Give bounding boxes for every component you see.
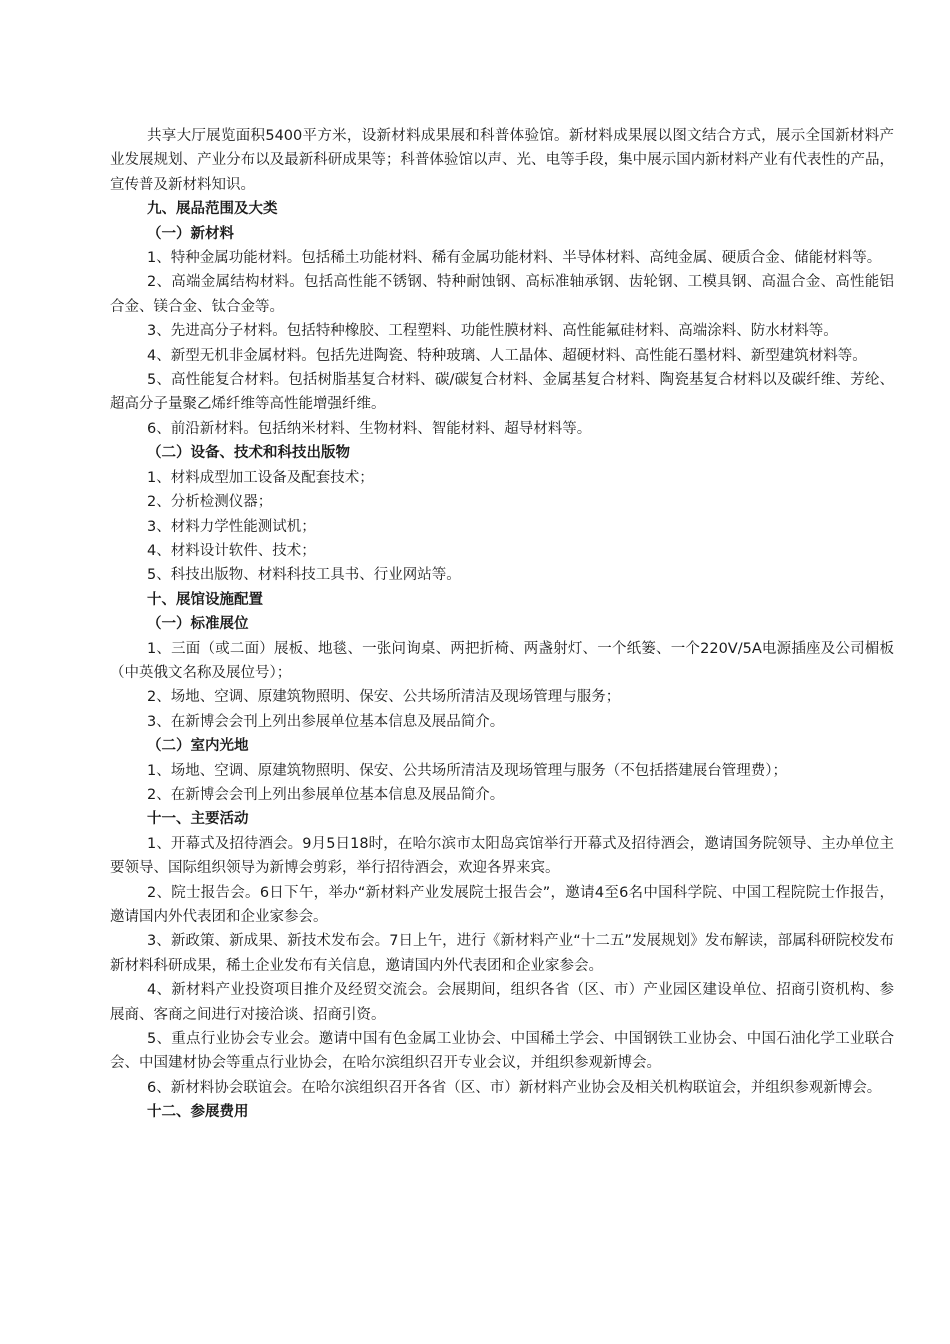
paragraph: 3、先进高分子材料。包括特种橡胶、工程塑料、功能性膜材料、高性能氟硅材料、高端涂料、防水材料等。 [147, 323, 838, 340]
section-heading: 十一、主要活动 [147, 811, 249, 828]
paragraph: 3、材料力学性能测试机； [147, 518, 316, 535]
subsection-heading: （二）设备、技术和科技出版物 [147, 445, 350, 462]
section-heading: 九、展品范围及大类 [147, 201, 278, 218]
paragraph: 2、在新博会会刊上列出参展单位基本信息及展品简介。 [147, 786, 505, 803]
subsection-heading: （一）新材料 [147, 225, 234, 242]
section-heading: 十、展馆设施配置 [147, 591, 263, 608]
paragraph: 3、新政策、新成果、新技术发布会。7日上午，进行《新材料产业“十二五”发展规划》发布解读，部属科研院校发布新材料科研成果，稀土企业发布有关信息，邀请国内外代表团和企业家参会。 [110, 933, 894, 974]
paragraph: 4、材料设计软件、技术； [147, 542, 316, 559]
paragraph: 2、高端金属结构材料。包括高性能不锈钢、特种耐蚀钢、高标准轴承钢、齿轮钢、工模具钢、高温合金、高性能铝合金、镁合金、钛合金等。 [110, 274, 894, 315]
paragraph: 2、场地、空调、原建筑物照明、保安、公共场所清洁及现场管理与服务； [147, 689, 621, 706]
paragraph: 6、前沿新材料。包括纳米材料、生物材料、智能材料、超导材料等。 [147, 420, 592, 437]
section-heading: 十二、参展费用 [147, 1104, 249, 1121]
paragraph: 5、重点行业协会专业会。邀请中国有色金属工业协会、中国稀土学会、中国钢铁工业协会、中国石油化学工业联合会、中国建材协会等重点行业协会，在哈尔滨组织召开专业会议，并组织参观新博会。 [110, 1031, 894, 1072]
paragraph: 4、新型无机非金属材料。包括先进陶瓷、特种玻璃、人工晶体、超硬材料、高性能石墨材料、新型建筑材料等。 [147, 347, 867, 364]
paragraph: 1、场地、空调、原建筑物照明、保安、公共场所清洁及现场管理与服务（不包括搭建展台管理费）； [147, 762, 787, 779]
paragraph: 4、新材料产业投资项目推介及经贸交流会。会展期间，组织各省（区、市）产业园区建设单位、招商引资机构、参展商、客商之间进行对接洽谈、招商引资。 [110, 982, 894, 1023]
document-page [110, 124, 894, 1125]
paragraph: 5、科技出版物、材料科技工具书、行业网站等。 [147, 567, 461, 584]
subsection-heading: （一）标准展位 [147, 616, 249, 633]
paragraph: 共享大厅展览面积5400平方米，设新材料成果展和科普体验馆。新材料成果展以图文结合方式，展示全国新材料产业发展规划、产业分布以及最新科研成果等；科普体验馆以声、光、电等手段，集中展示国内新材料产业有代表性的产品，宣传普及新材料知识。 [110, 128, 894, 193]
paragraph: 2、院士报告会。6日下午，举办“新材料产业发展院士报告会”，邀请4至6名中国科学院、中国工程院院士作报告，邀请国内外代表团和企业家参会。 [110, 884, 894, 925]
paragraph: 1、开幕式及招待酒会。9月5日18时，在哈尔滨市太阳岛宾馆举行开幕式及招待酒会，邀请国务院领导、主办单位主要领导、国际组织领导为新博会剪彩，举行招待酒会，欢迎各界来宾。 [110, 835, 894, 877]
paragraph: 6、新材料协会联谊会。在哈尔滨组织召开各省（区、市）新材料产业协会及相关机构联谊会，并组织参观新博会。 [147, 1079, 882, 1096]
paragraph: 1、特种金属功能材料。包括稀土功能材料、稀有金属功能材料、半导体材料、高纯金属、硬质合金、储能材料等。 [147, 250, 882, 267]
subsection-heading: （二）室内光地 [147, 738, 249, 755]
paragraph: 1、材料成型加工设备及配套技术； [147, 469, 374, 486]
paragraph: 1、三面（或二面）展板、地毯、一张问询桌、两把折椅、两盏射灯、一个纸篓、一个220V/5A电源插座及公司楣板（中英俄文名称及展位号）； [110, 640, 894, 681]
paragraph: 2、分析检测仪器； [147, 494, 273, 511]
paragraph: 5、高性能复合材料。包括树脂基复合材料、碳/碳复合材料、金属基复合材料、陶瓷基复合材料以及碳纤维、芳纶、超高分子量聚乙烯纤维等高性能增强纤维。 [110, 372, 894, 413]
paragraph: 3、在新博会会刊上列出参展单位基本信息及展品简介。 [147, 713, 505, 730]
